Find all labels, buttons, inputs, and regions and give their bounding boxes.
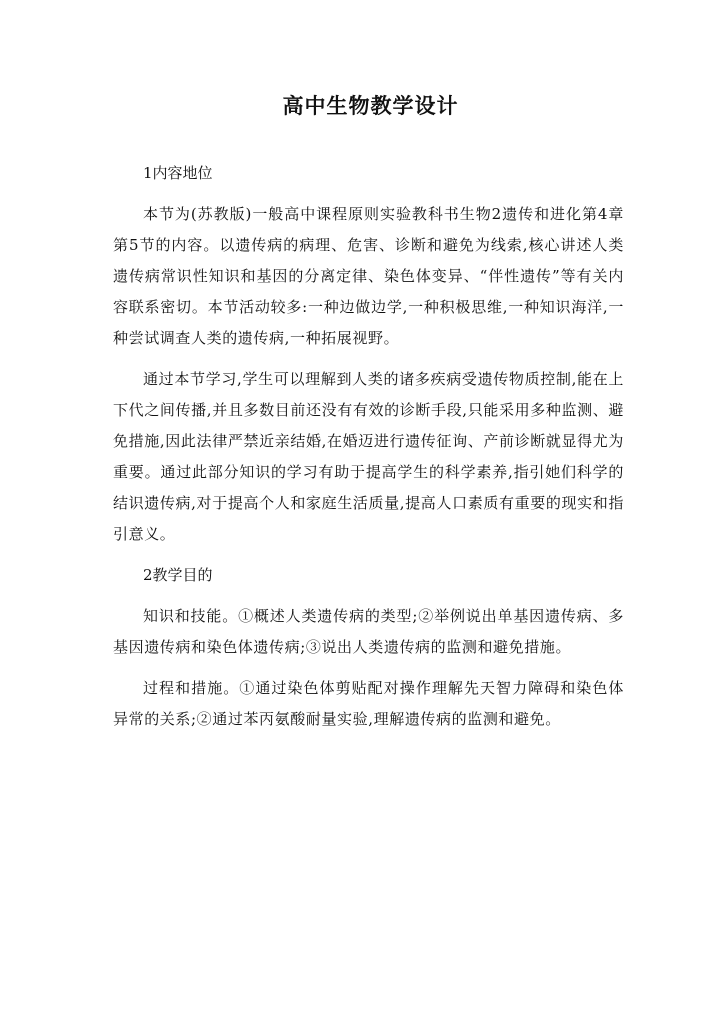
paragraph: 过程和措施。①通过染色体剪贴配对操作理解先天智力障碍和染色体异常的关系;②通过苯丙氨酸耐量实验,理解遗传病的监测和避免。 — [113, 679, 624, 728]
section-content-position — [113, 158, 624, 550]
paragraph: 通过本节学习,学生可以理解到人类的诸多疾病受遗传物质控制,能在上下代之间传播,并且多数目前还没有有效的诊断手段,只能采用多种监测、避免措施,因此法律严禁近亲结婚,在婚迈进行遗传征询、产前诊断就显得尤为重要。通过此部分知识的学习有助于提高学生的科学素养,指引她们科学的结识遗传病,对于提高个人和家庭生活质量,提高人口素质有重要的现实和指引意义。 — [113, 370, 624, 543]
section-heading: 1内容地位 — [143, 164, 213, 182]
section-heading: 2教学目的 — [143, 566, 213, 584]
section-teaching-objectives — [113, 560, 624, 735]
paragraph: 本节为(苏教版)一般高中课程原则实验教科书生物2遗传和进化第4章第5节的内容。以遗传病的病理、危害、诊断和避免为线索,核心讲述人类遗传病常识性知识和基因的分离定律、染色体变异、“伴性遗传”等有关内容联系密切。本节活动较多:一种边做边学,一种积极思维,一种知识海洋,一种尝试调查人类的遗传病,一种拓展视野。 — [113, 205, 624, 347]
document-title: 高中生物教学设计 — [282, 93, 459, 118]
paragraph: 知识和技能。①概述人类遗传病的类型;②举例说出单基因遗传病、多基因遗传病和染色体遗传病;③说出人类遗传病的监测和避免措施。 — [113, 607, 624, 656]
